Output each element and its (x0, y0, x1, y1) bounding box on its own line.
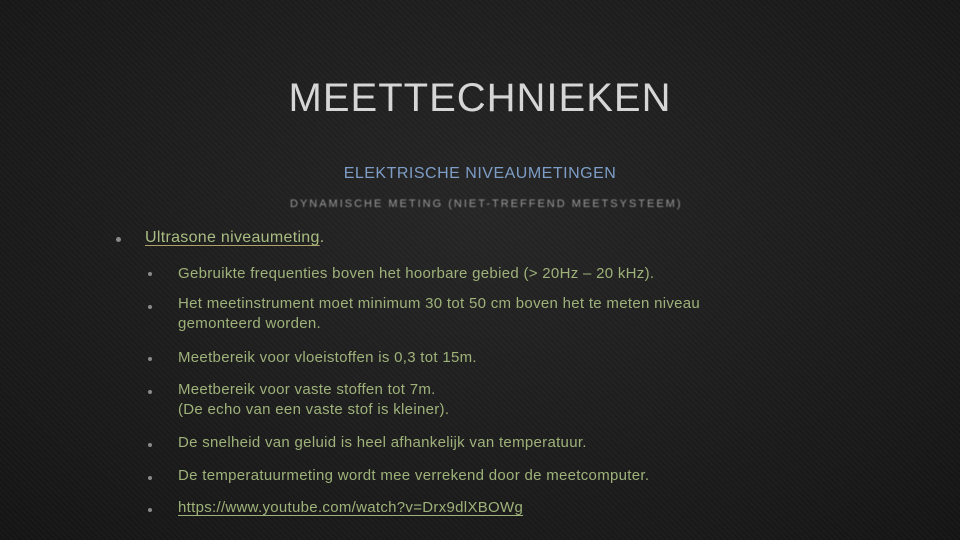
list-item (178, 466, 649, 486)
list-item (178, 264, 654, 284)
main-bullet-text: Ultrasone niveaumeting (145, 229, 320, 246)
list-item-line: Gebruikte frequenties boven het hoorbare gebied (> 20Hz – 20 kHz). (178, 265, 655, 282)
list-item-line: De snelheid van geluid is heel afhankelijk van temperatuur. (178, 434, 587, 451)
list-item-line: gemonteerd worden. (178, 315, 321, 332)
bullet-dot (116, 237, 121, 242)
slide-subsubtitle: DYNAMISCHE METING (NIET-TREFFEND MEETSYSTEEM) (290, 198, 683, 210)
slide-subtitle: ELEKTRISCHE NIVEAUMETINGEN (343, 165, 617, 182)
bullet-dot (148, 357, 152, 361)
bullet-dot (148, 508, 152, 512)
list-item-line: De temperatuurmeting wordt mee verrekend door de meetcomputer. (178, 467, 650, 484)
main-bullet-suffix: . (319, 229, 325, 246)
list-item (178, 380, 449, 420)
list-item (178, 433, 587, 453)
bullet-dot (148, 390, 152, 394)
youtube-link[interactable]: https://www.youtube.com/watch?v=Drx9dlXBOWg (178, 499, 524, 516)
list-item-line: Meetbereik voor vaste stoffen tot 7m. (178, 381, 436, 398)
list-item (178, 498, 523, 518)
bullet-dot (148, 305, 152, 309)
list-item-line: Het meetinstrument moet minimum 30 tot 50 cm boven het te meten niveau (178, 295, 701, 312)
list-item (178, 294, 700, 334)
bullet-dot (148, 272, 152, 276)
list-item-line: Meetbereik voor vloeistoffen is 0,3 tot 15m. (178, 349, 477, 366)
list-item (178, 348, 477, 368)
bullet-dot (148, 443, 152, 447)
list-item-line: (De echo van een vaste stof is kleiner). (178, 401, 450, 418)
slide-title: MEETTECHNIEKEN (288, 76, 672, 120)
main-bullet-item (145, 229, 324, 247)
bullet-dot (148, 476, 152, 480)
